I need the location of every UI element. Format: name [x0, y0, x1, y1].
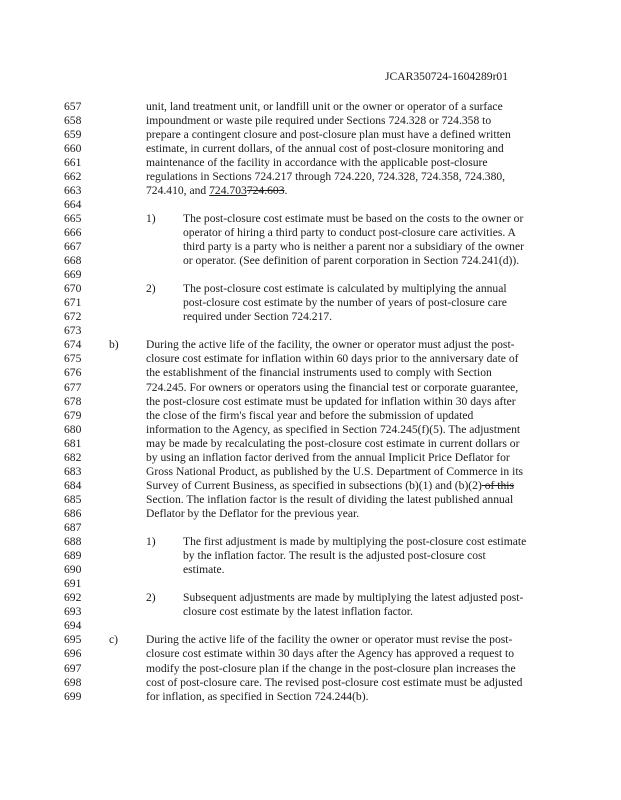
line-number: 672	[64, 310, 82, 324]
deleted-text: 724.603	[246, 183, 285, 197]
line-number: 658	[64, 113, 82, 127]
line-number: 679	[64, 408, 82, 422]
line-text-main: required under Section 724.217.	[183, 310, 333, 324]
line-number: 670	[64, 282, 82, 296]
line-text	[146, 437, 519, 451]
line-number: 668	[64, 254, 82, 268]
line-text-main: the post-closure cost estimate must be updated for inflation within 30 days after	[146, 394, 516, 408]
line-number: 693	[64, 605, 82, 619]
line-text	[146, 352, 519, 366]
line-text-main: regulations in Sections 724.217 through 724.220, 724.328, 724.358, 724.380,	[146, 169, 506, 183]
line-text-main: The first adjustment is made by multiplying the post-closure cost estimate	[183, 535, 527, 549]
line-text-main: or operator. (See definition of parent corporation in Section 724.241(d)).	[183, 254, 520, 268]
line-text-main: The post-closure cost estimate must be based on the costs to the owner or	[183, 211, 524, 225]
line-text-main: Subsequent adjustments are made by multiplying the latest adjusted post-	[183, 591, 524, 605]
line-text	[146, 100, 503, 114]
line-number: 662	[64, 169, 82, 183]
line-text-main: estimate, in current dollars, of the annual cost of post-closure monitoring and	[146, 141, 504, 155]
subsection-label: 1)	[146, 535, 156, 549]
line-text-main: cost of post-closure care. The revised post-closure cost estimate must be adjusted	[146, 675, 523, 689]
line-text	[183, 240, 524, 254]
line-text	[183, 226, 516, 240]
line-text	[146, 451, 510, 465]
line-text	[183, 310, 332, 324]
document-id: JCAR350724-1604289r01	[385, 70, 509, 83]
line-number: 659	[64, 127, 82, 141]
line-text-main: the close of the firm's fiscal year and before the submission of updated	[146, 408, 474, 422]
line-text-main: Deflator by the Deflator for the previous year.	[146, 506, 360, 520]
line-text-main: may be made by recalculating the post-closure cost estimate in current dollars or	[146, 436, 520, 450]
line-text-main: closure cost estimate by the latest inflation factor.	[183, 605, 413, 619]
line-number: 686	[64, 506, 82, 520]
line-number: 690	[64, 563, 82, 577]
line-text	[146, 479, 514, 493]
line-text	[183, 212, 523, 226]
line-text	[146, 423, 520, 437]
line-number: 699	[64, 689, 82, 703]
line-number: 691	[64, 577, 82, 591]
line-text	[183, 254, 519, 268]
line-number: 694	[64, 619, 82, 633]
line-number: 678	[64, 394, 82, 408]
line-text	[146, 366, 492, 380]
line-text	[146, 381, 518, 395]
line-text	[183, 282, 507, 296]
line-text-main: by using an inflation factor derived from the annual Implicit Price Deflator for	[146, 450, 510, 464]
line-text-main: The post-closure cost estimate is calculated by multiplying the annual	[183, 282, 507, 296]
line-number: 673	[64, 324, 82, 338]
line-text-main: post-closure cost estimate by the number of years of post-closure care	[183, 296, 507, 310]
subsection-label: 2)	[146, 591, 156, 605]
line-text	[146, 662, 516, 676]
line-number: 676	[64, 366, 82, 380]
line-text-main: closure cost estimate within 30 days after the Agency has approved a request to	[146, 647, 514, 661]
line-text	[183, 591, 523, 605]
line-text	[146, 184, 287, 198]
line-number: 688	[64, 535, 82, 549]
line-number: 697	[64, 661, 82, 675]
line-number: 660	[64, 141, 82, 155]
line-number: 661	[64, 155, 82, 169]
line-number: 677	[64, 380, 82, 394]
subsection-label: b)	[109, 338, 119, 352]
line-number: 698	[64, 675, 82, 689]
line-text-main: During the active life of the facility the owner or operator must revise the post-	[146, 633, 513, 647]
line-text	[183, 296, 507, 310]
line-text	[146, 338, 515, 352]
line-text-main: modify the post-closure plan if the change in the post-closure plan increases the	[146, 661, 516, 675]
line-text-main: maintenance of the facility in accordance with the applicable post-closure	[146, 155, 488, 169]
line-text-main: 724.410, and	[146, 183, 210, 197]
line-text	[146, 690, 368, 704]
line-text-main: operator of hiring a third party to conduct post-closure care activities. A	[183, 225, 516, 239]
line-text	[146, 493, 513, 507]
line-text-main: Survey of Current Business, as specified in subsections (b)(1) and (b)(2)	[146, 478, 482, 492]
line-number: 657	[64, 99, 82, 113]
inserted-text: 724.703	[209, 183, 247, 197]
line-text-main: third party is a party who is neither a parent nor a subsidiary of the owner	[183, 240, 524, 253]
subsection-label: 2)	[146, 282, 156, 296]
line-text	[146, 647, 514, 661]
line-text	[146, 170, 505, 184]
line-text-main: information to the Agency, as specified in Section 724.245(f)(5). The adjustment	[146, 422, 521, 436]
line-text-main: prepare a contingent closure and post-closure plan must have a defined written	[146, 127, 511, 141]
line-text-main: unit, land treatment unit, or landfill unit or the owner or operator of a surface	[146, 99, 503, 113]
line-text	[146, 128, 511, 142]
line-number: 669	[64, 268, 82, 282]
line-text-main: closure cost estimate for inflation within 60 days prior to the anniversary date of	[146, 352, 519, 366]
line-text	[183, 535, 526, 549]
line-text	[146, 156, 488, 170]
line-number: 682	[64, 450, 82, 464]
line-text	[146, 465, 523, 479]
line-number: 674	[64, 338, 82, 352]
line-text	[183, 605, 413, 619]
line-number: 687	[64, 521, 82, 534]
line-text-tail: .	[284, 183, 288, 197]
line-text-main: estimate.	[183, 563, 225, 577]
line-number: 666	[64, 225, 82, 239]
line-text-main: Gross National Product, as published by the U.S. Department of Commerce in its	[146, 464, 524, 478]
deleted-text: of this	[481, 478, 515, 492]
line-number: 696	[64, 647, 82, 661]
line-number: 667	[64, 240, 82, 253]
line-number: 695	[64, 633, 82, 647]
line-number: 685	[64, 492, 82, 506]
line-text-main: Section. The inflation factor is the result of dividing the latest published annual	[146, 492, 514, 506]
line-text	[146, 507, 359, 521]
line-text-main: for inflation, as specified in Section 724.244(b).	[146, 689, 369, 703]
line-number: 671	[64, 296, 82, 310]
line-number: 681	[64, 436, 82, 450]
line-text	[183, 549, 486, 563]
line-number: 689	[64, 549, 82, 563]
subsection-label: c)	[109, 633, 119, 647]
line-text-main: impoundment or waste pile required under Sections 724.328 or 724.358 to	[146, 113, 492, 127]
subsection-label: 1)	[146, 211, 156, 225]
line-number: 684	[64, 478, 82, 492]
line-number: 664	[64, 197, 82, 211]
line-text-main: During the active life of the facility, the owner or operator must adjust the post-	[146, 338, 515, 352]
line-number: 692	[64, 591, 82, 605]
line-text-main: by the inflation factor. The result is the adjusted post-closure cost	[183, 549, 486, 563]
line-text	[146, 409, 473, 423]
line-text-main: 724.245. For owners or operators using the financial test or corporate guarantee,	[146, 380, 519, 394]
line-text	[183, 563, 225, 577]
line-number: 665	[64, 211, 82, 225]
line-text	[146, 142, 504, 156]
line-number: 663	[64, 183, 82, 197]
line-text	[146, 114, 491, 128]
line-number: 675	[64, 352, 82, 366]
line-text-main: the establishment of the financial instruments used to comply with Section	[146, 366, 492, 380]
line-text	[146, 633, 512, 647]
line-number: 680	[64, 422, 82, 436]
line-number: 683	[64, 464, 82, 478]
line-text	[146, 676, 522, 690]
line-text	[146, 395, 516, 409]
